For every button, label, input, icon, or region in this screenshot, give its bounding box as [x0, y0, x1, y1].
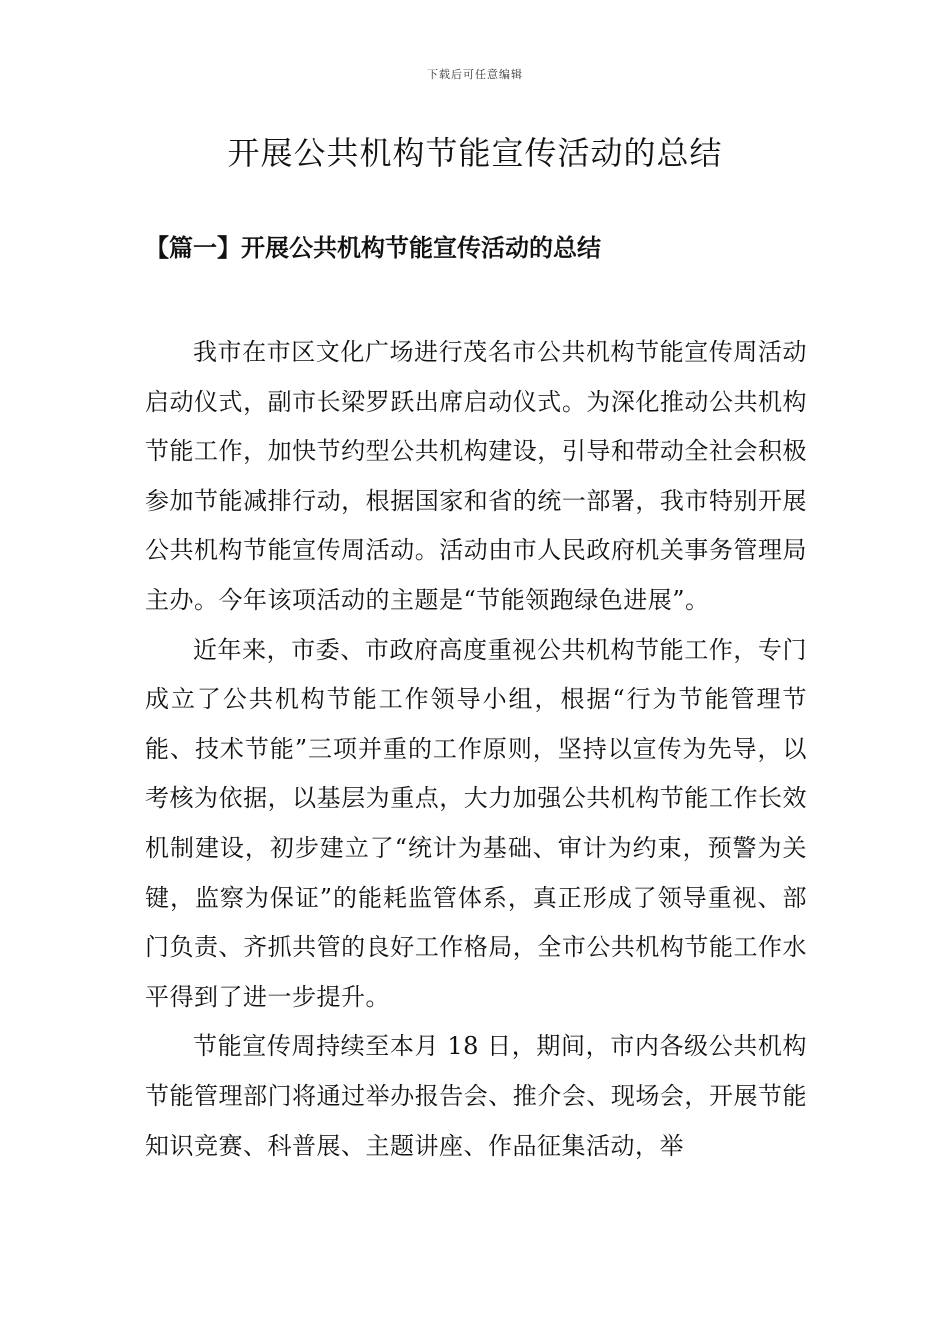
document-body — [145, 328, 807, 1171]
paragraph-1: 我市在市区文化广场进行茂名市公共机构节能宣传周活动启动仪式，副市长梁罗跃出席启动仪式。为深化推动公共机构节能工作，加快节约型公共机构建设，引导和带动全社会积极参加节能减排行动，根据国家和省的统一部署，我市特别开展公共机构节能宣传周活动。活动由市人民政府机关事务管理局主办。今年该项活动的主题是“节能领跑绿色进展”。 — [145, 338, 807, 614]
section-heading: 【篇一】开展公共机构节能宣传活动的总结 — [145, 233, 601, 262]
header-note: 下载后可任意编辑 — [427, 68, 523, 81]
document-title: 开展公共机构节能宣传活动的总结 — [227, 134, 723, 172]
paragraph-2: 近年来，市委、市政府高度重视公共机构节能工作，专门成立了公共机构节能工作领导小组，根据“行为节能管理节能、技术节能”三项并重的工作原则，坚持以宣传为先导，以考核为依据，以基层为重点，大力加强公共机构节能工作长效机制建设，初步建立了“统计为基础、审计为约束，预警为关键，监察为保证”的能耗监管体系，真正形成了领导重视、部门负责、齐抓共管的良好工作格局，全市公共机构节能工作水平得到了进一步提升。 — [145, 635, 807, 1011]
paragraph-3: 节能宣传周持续至本月 18 日，期间，市内各级公共机构节能管理部门将通过举办报告会、推介会、现场会，开展节能知识竞赛、科普展、主题讲座、作品征集活动，举 — [145, 1032, 807, 1160]
